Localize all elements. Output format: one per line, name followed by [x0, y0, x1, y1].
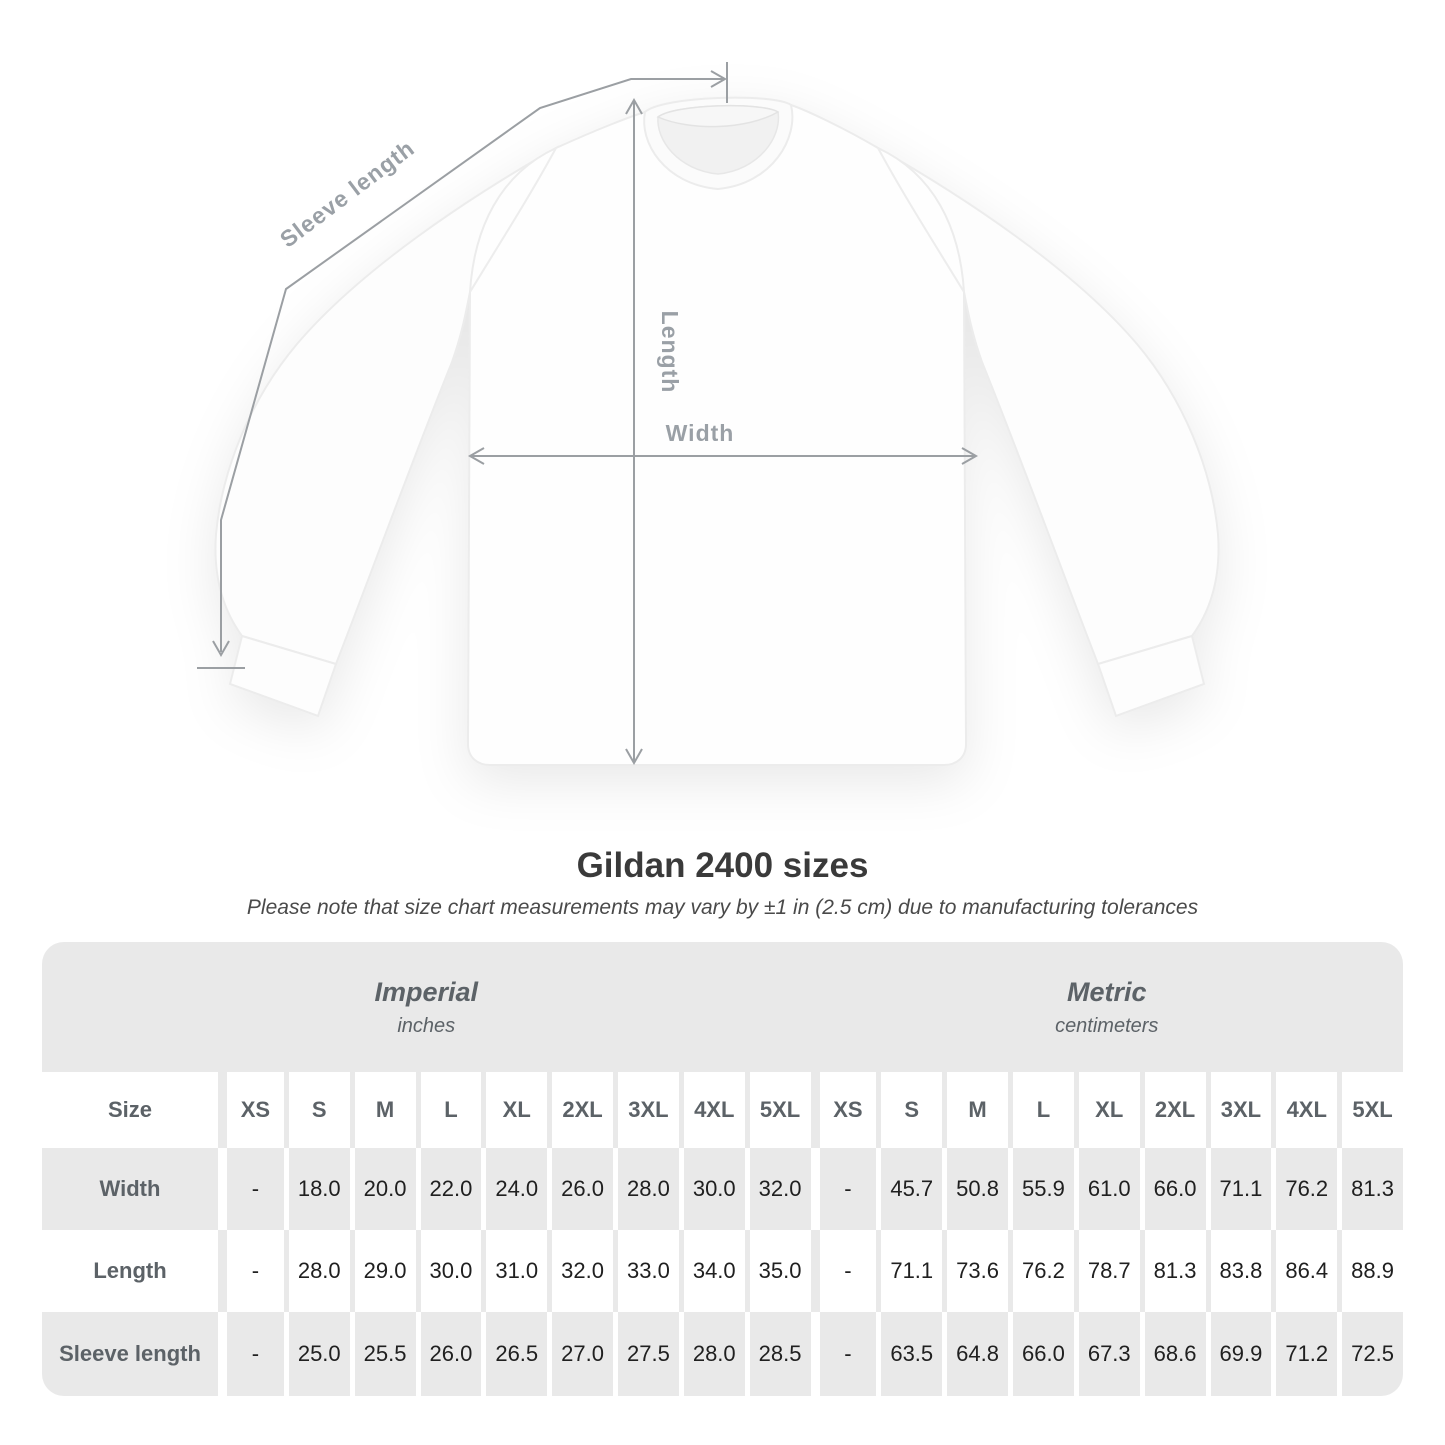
value-cell-imperial: 24.0 — [481, 1148, 547, 1230]
size-col-header-imperial: 4XL — [679, 1072, 745, 1148]
value-cell-imperial: 26.0 — [416, 1312, 482, 1396]
size-col-header-metric: M — [942, 1072, 1008, 1148]
value-cell-metric: 86.4 — [1271, 1230, 1337, 1312]
value-cell-imperial: 28.0 — [284, 1230, 350, 1312]
value-cell-metric: 71.1 — [1206, 1148, 1272, 1230]
value-cell-imperial: 30.0 — [679, 1148, 745, 1230]
page-title: Gildan 2400 sizes — [576, 846, 869, 885]
metric-section-header — [811, 942, 1404, 1072]
size-col-header-metric: 5XL — [1337, 1072, 1403, 1148]
value-cell-metric: 71.1 — [876, 1230, 942, 1312]
value-cell-metric: 45.7 — [876, 1148, 942, 1230]
value-cell-metric: 72.5 — [1337, 1312, 1403, 1396]
value-cell-imperial: 29.0 — [350, 1230, 416, 1312]
size-col-header-imperial: 3XL — [613, 1072, 679, 1148]
value-cell-metric: 78.7 — [1074, 1230, 1140, 1312]
size-chart-table — [42, 942, 1403, 1396]
value-cell-metric: - — [811, 1230, 877, 1312]
value-cell-imperial: 31.0 — [481, 1230, 547, 1312]
value-cell-metric: 67.3 — [1074, 1312, 1140, 1396]
metric-label: Metric — [1066, 976, 1147, 1007]
value-cell-metric: 63.5 — [876, 1312, 942, 1396]
metric-unit-label: centimeters — [1055, 1014, 1159, 1037]
page-subtitle: Please note that size chart measurements may vary by ±1 in (2.5 cm) due to manufacturing tolerances — [246, 896, 1199, 919]
size-col-header-imperial: XL — [481, 1072, 547, 1148]
size-col-header-imperial: S — [284, 1072, 350, 1148]
value-cell-metric: 81.3 — [1337, 1148, 1403, 1230]
value-cell-imperial: 28.5 — [745, 1312, 811, 1396]
sleeve-length-label: Sleeve length — [274, 134, 420, 253]
size-column-header: Size — [42, 1072, 218, 1148]
size-col-header-imperial: L — [416, 1072, 482, 1148]
size-col-header-metric: 3XL — [1206, 1072, 1272, 1148]
value-cell-imperial: 28.0 — [679, 1312, 745, 1396]
size-col-header-imperial: 2XL — [547, 1072, 613, 1148]
value-cell-imperial: 25.0 — [284, 1312, 350, 1396]
value-cell-metric: 76.2 — [1008, 1230, 1074, 1312]
value-cell-imperial: 18.0 — [284, 1148, 350, 1230]
size-col-header-imperial: XS — [218, 1072, 284, 1148]
row-label: Sleeve length — [42, 1312, 218, 1396]
size-col-header-metric: 2XL — [1140, 1072, 1206, 1148]
value-cell-metric: 68.6 — [1140, 1312, 1206, 1396]
size-col-header-metric: XL — [1074, 1072, 1140, 1148]
value-cell-imperial: 35.0 — [745, 1230, 811, 1312]
imperial-unit-label: inches — [397, 1014, 456, 1037]
size-col-header-imperial: M — [350, 1072, 416, 1148]
value-cell-metric: 83.8 — [1206, 1230, 1272, 1312]
size-col-header-metric: L — [1008, 1072, 1074, 1148]
length-label: Length — [657, 310, 683, 394]
value-cell-imperial: 26.0 — [547, 1148, 613, 1230]
value-cell-imperial: 22.0 — [416, 1148, 482, 1230]
value-cell-metric: 66.0 — [1008, 1312, 1074, 1396]
value-cell-imperial: 27.5 — [613, 1312, 679, 1396]
value-cell-metric: - — [811, 1148, 877, 1230]
value-cell-metric: 71.2 — [1271, 1312, 1337, 1396]
value-cell-metric: 64.8 — [942, 1312, 1008, 1396]
size-col-header-metric: XS — [811, 1072, 877, 1148]
size-col-header-metric: 4XL — [1271, 1072, 1337, 1148]
value-cell-imperial: - — [218, 1230, 284, 1312]
value-cell-imperial: 32.0 — [745, 1148, 811, 1230]
value-cell-imperial: 33.0 — [613, 1230, 679, 1312]
imperial-label: Imperial — [374, 976, 479, 1007]
value-cell-imperial: - — [218, 1312, 284, 1396]
row-label: Width — [42, 1148, 218, 1230]
value-cell-metric: 73.6 — [942, 1230, 1008, 1312]
value-cell-metric: 61.0 — [1074, 1148, 1140, 1230]
value-cell-imperial: 32.0 — [547, 1230, 613, 1312]
value-cell-imperial: - — [218, 1148, 284, 1230]
value-cell-metric: 50.8 — [942, 1148, 1008, 1230]
value-cell-imperial: 27.0 — [547, 1312, 613, 1396]
value-cell-imperial: 20.0 — [350, 1148, 416, 1230]
value-cell-imperial: 26.5 — [481, 1312, 547, 1396]
value-cell-imperial: 28.0 — [613, 1148, 679, 1230]
value-cell-imperial: 34.0 — [679, 1230, 745, 1312]
value-cell-metric: 66.0 — [1140, 1148, 1206, 1230]
size-col-header-metric: S — [876, 1072, 942, 1148]
width-label: Width — [665, 420, 735, 446]
value-cell-imperial: 25.5 — [350, 1312, 416, 1396]
value-cell-metric: 69.9 — [1206, 1312, 1272, 1396]
value-cell-metric: 55.9 — [1008, 1148, 1074, 1230]
value-cell-metric: 81.3 — [1140, 1230, 1206, 1312]
size-col-header-imperial: 5XL — [745, 1072, 811, 1148]
value-cell-metric: 76.2 — [1271, 1148, 1337, 1230]
value-cell-metric: 88.9 — [1337, 1230, 1403, 1312]
row-label: Length — [42, 1230, 218, 1312]
value-cell-imperial: 30.0 — [416, 1230, 482, 1312]
imperial-section-header — [42, 942, 811, 1072]
value-cell-metric: - — [811, 1312, 877, 1396]
